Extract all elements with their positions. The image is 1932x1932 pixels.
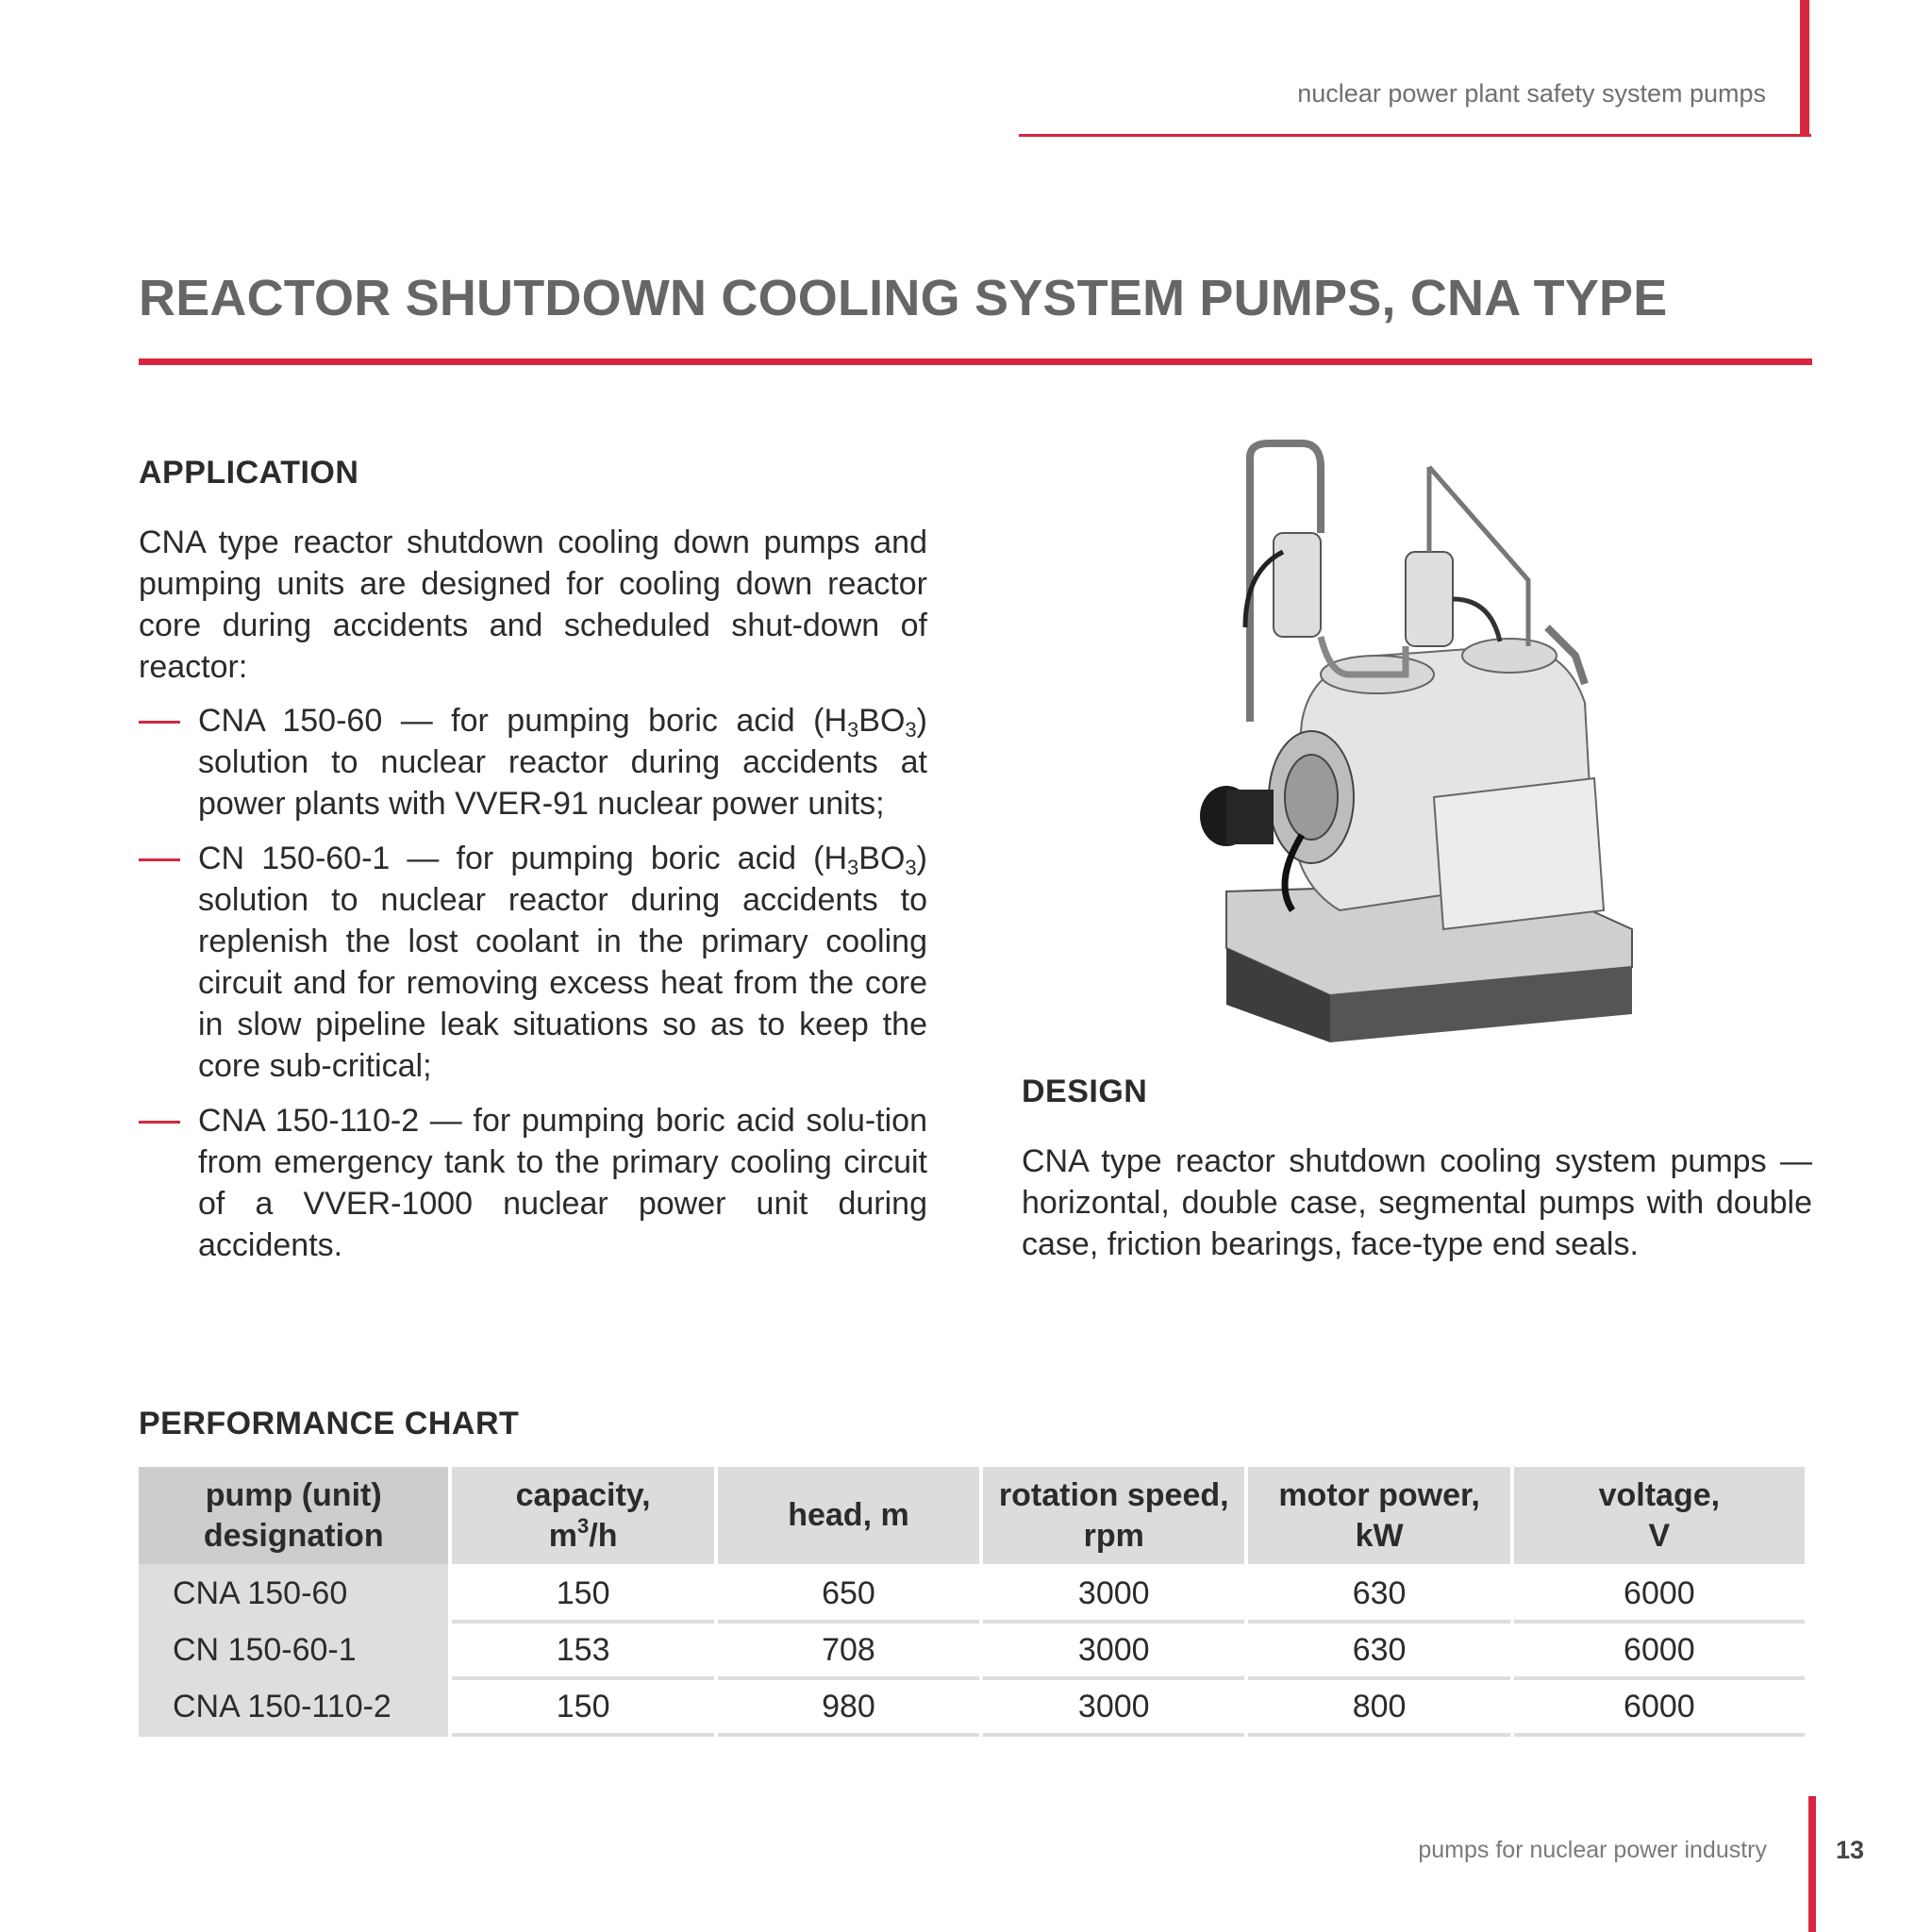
running-footer: pumps for nuclear power industry [1418,1837,1767,1863]
voltage-cell: 6000 [1514,1624,1805,1680]
design-heading: DESIGN [1022,1074,1148,1109]
pump-designation-cell: CN 150-60-1 [139,1624,448,1680]
table-row [139,1564,1805,1624]
list-item-text: BO [858,703,906,739]
page-title: REACTOR SHUTDOWN COOLING SYSTEM PUMPS, CNA TYPE [139,270,1668,326]
design-text: CNA type reactor shutdown cooling system pumps — horizontal, double case, segmental pumps with double case, friction bearings, face-type end seals. [1022,1143,1812,1262]
head-cell: 980 [718,1680,979,1737]
list-item [139,838,927,1087]
application-intro: CNA type reactor shutdown cooling down pumps and pumping units are designed for cooling down reactor core during accidents and scheduled shut-down of reactor: [139,525,927,685]
list-item [139,700,927,824]
application-list [139,700,927,1279]
title-rule [139,358,1812,365]
list-item [139,1100,927,1266]
motor-power-cell: 630 [1248,1624,1509,1680]
list-item-text: CNA 150-60 — for pumping boric acid (H [198,703,848,739]
column-header: rotation speed, rpm [983,1467,1244,1564]
subscript: 3 [905,718,917,741]
rotation-speed-cell: 3000 [983,1624,1244,1680]
table-row [139,1624,1805,1680]
list-item-text: BO [858,841,906,876]
column-header: voltage, V [1514,1467,1805,1564]
subscript: 3 [847,718,859,741]
pump-designation-cell: CNA 150-110-2 [139,1680,448,1737]
motor-power-cell: 800 [1248,1680,1509,1737]
capacity-cell: 153 [452,1624,713,1680]
list-item-text: CNA 150-110-2 — for pumping boric acid solu-tion from emergency tank to the primary cooling circuit of a VVER-1000 nuclear power unit during accidents. [198,1103,927,1263]
column-header: pump (unit) designation [139,1467,448,1564]
head-cell: 650 [718,1564,979,1624]
application-heading: APPLICATION [139,455,359,491]
subscript: 3 [847,856,859,879]
list-dash [139,858,180,861]
voltage-cell: 6000 [1514,1564,1805,1624]
pump-designation-cell: CNA 150-60 [139,1564,448,1624]
table-header-row [139,1467,1805,1564]
head-cell: 708 [718,1624,979,1680]
column-header: capacity, $m^3/h$ [452,1467,713,1564]
running-header: nuclear power plant safety system pumps [1297,79,1766,108]
list-item-text: ) solution to nuclear reactor during accidents to replenish the lost coolant in the primary cooling circuit and for removing excess heat from the core in slow pipeline leak situations so as to keep the core sub-critical; [198,841,927,1084]
list-dash [139,721,180,724]
list-item-text: ) solution to nuclear reactor during accidents at power plants with VVER-91 nuclear power units; [198,703,927,822]
subscript: 3 [905,856,917,879]
rotation-speed-cell: 3000 [983,1680,1244,1737]
performance-table [135,1467,1808,1737]
footer-accent-bar [1808,1796,1816,1932]
header-rule [1019,134,1811,137]
rotation-speed-cell: 3000 [983,1564,1244,1624]
motor-power-cell: 630 [1248,1564,1509,1624]
list-item-text: CN 150-60-1 — for pumping boric acid (H [198,841,848,876]
table-row [139,1680,1805,1737]
capacity-cell: 150 [452,1564,713,1624]
voltage-cell: 6000 [1514,1680,1805,1737]
header-accent-bar [1800,0,1809,137]
pump-unit-photo [1189,439,1660,1052]
column-header: motor power, kW [1248,1467,1509,1564]
list-dash [139,1121,180,1124]
column-header: head, m [718,1467,979,1564]
capacity-cell: 150 [452,1680,713,1737]
page-number: 13 [1836,1836,1865,1864]
performance-heading: PERFORMANCE CHART [139,1406,520,1441]
